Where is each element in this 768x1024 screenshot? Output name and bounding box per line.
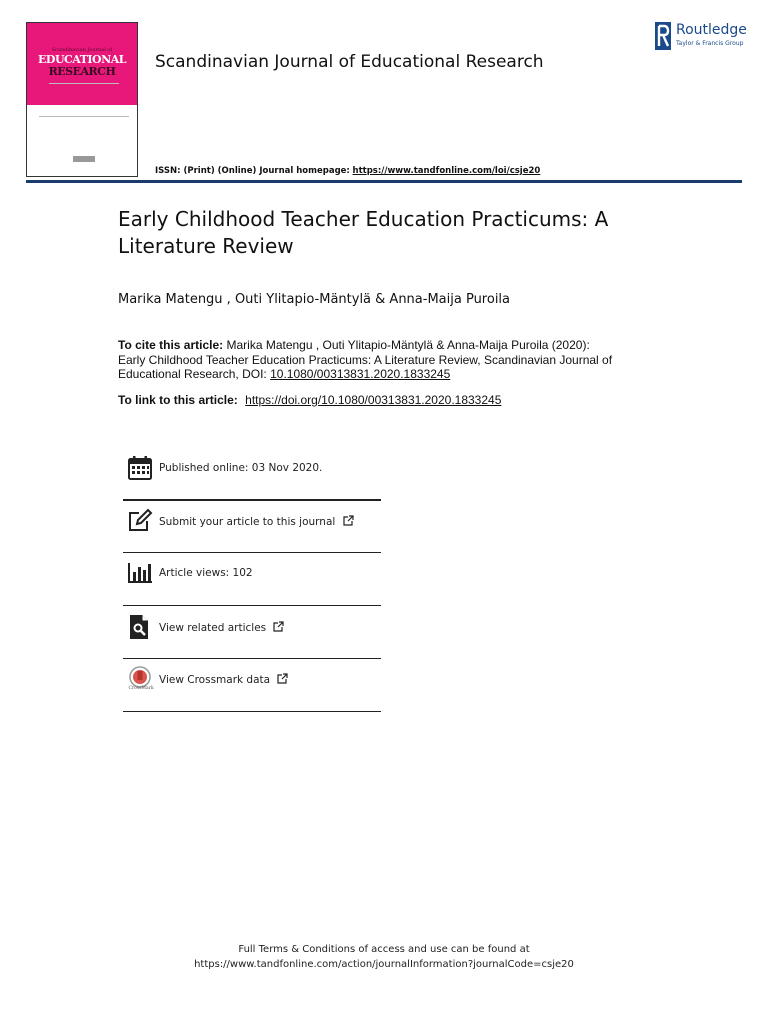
publisher-logo[interactable] <box>655 22 747 50</box>
article-title-line2: Literature Review <box>118 234 294 258</box>
doi-link[interactable]: 10.1080/00313831.2020.1833245 <box>270 367 451 381</box>
cover-publisher-mark <box>73 156 95 162</box>
cite-label: To cite this article: <box>118 338 224 352</box>
document-search-icon <box>127 614 153 640</box>
related-articles-label: View related articles <box>159 622 267 634</box>
related-articles-row[interactable] <box>123 614 381 667</box>
submit-article-label: Submit your article to this journal <box>159 516 336 528</box>
footer-terms-link[interactable]: https://www.tandfonline.com/action/journalInformation?journalCode=csje20 <box>194 959 574 970</box>
info-divider <box>123 658 381 659</box>
article-title <box>118 206 678 260</box>
footer-line1: Full Terms & Conditions of access and use can be found at <box>238 944 530 955</box>
routledge-r-icon <box>655 22 671 50</box>
crossmark-badge-text: CrossMark <box>128 686 154 691</box>
cover-small-text: Scandinavian Journal of <box>51 47 113 53</box>
article-title-line1: Early Childhood Teacher Education Practicums: A <box>118 207 609 231</box>
related-articles-link[interactable] <box>159 621 284 634</box>
publisher-name: Routledge <box>676 22 747 38</box>
journal-cover <box>26 22 138 177</box>
external-link-icon <box>273 621 284 632</box>
published-date: Published online: 03 Nov 2020. <box>159 462 323 474</box>
header-divider <box>26 180 742 183</box>
article-link-block <box>118 393 648 407</box>
cover-line <box>39 116 129 117</box>
cover-title-line1: EDUCATIONAL <box>38 53 126 66</box>
article-views-count: Article views: 102 <box>159 567 253 579</box>
cite-text-3: Educational Research, DOI: <box>118 367 267 381</box>
crossmark-label: View Crossmark data <box>159 674 271 686</box>
link-label: To link to this article: <box>118 393 238 407</box>
submit-article-row[interactable] <box>123 508 381 561</box>
terms-footer <box>0 942 768 972</box>
cite-text-2: Early Childhood Teacher Education Practicums: A Literature Review, Scandinavian Journal of <box>118 352 613 367</box>
edit-icon <box>127 508 153 534</box>
citation-block <box>118 338 648 382</box>
issn-line <box>155 166 540 176</box>
info-divider <box>123 605 381 606</box>
info-divider <box>123 711 381 712</box>
bar-chart-icon <box>127 560 153 586</box>
article-doi-url[interactable]: https://doi.org/10.1080/00313831.2020.1833245 <box>245 393 502 407</box>
journal-homepage-link[interactable]: https://www.tandfonline.com/loi/csje20 <box>352 166 541 176</box>
issn-label: ISSN: (Print) (Online) Journal homepage: <box>155 166 350 176</box>
external-link-icon <box>277 673 288 684</box>
submit-article-link[interactable] <box>159 515 354 528</box>
cover-title-line2: RESEARCH <box>48 65 116 78</box>
journal-title: Scandinavian Journal of Educational Research <box>155 52 544 72</box>
publisher-subtitle: Taylor & Francis Group <box>676 40 744 47</box>
external-link-icon <box>343 515 354 526</box>
cover-line <box>49 83 119 84</box>
info-divider <box>123 499 381 501</box>
info-divider <box>123 552 381 553</box>
calendar-icon <box>127 455 153 481</box>
cite-text-1: Marika Matengu , Outi Ylitapio-Mäntylä & Anna-Maija Puroila (2020): <box>226 338 590 352</box>
article-authors: Marika Matengu , Outi Ylitapio-Mäntylä & Anna-Maija Puroila <box>118 292 511 307</box>
crossmark-link[interactable] <box>159 673 288 686</box>
